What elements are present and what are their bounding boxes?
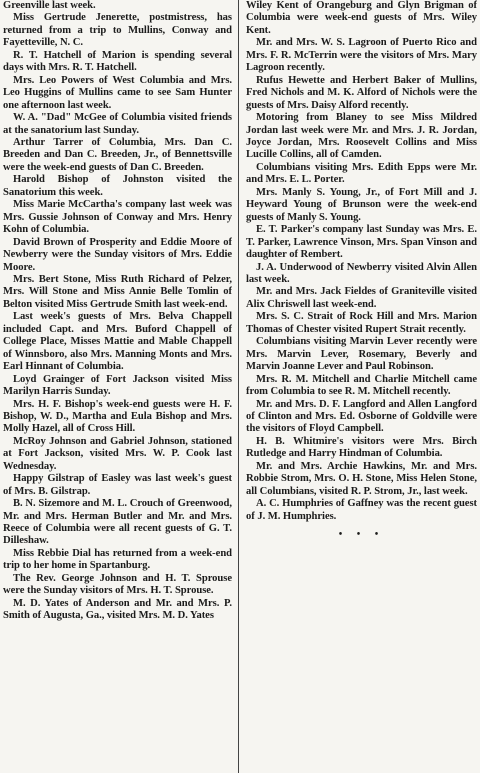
news-item: Greenville last week.: [3, 0, 96, 11]
news-item: David Brown of Prosperity and Eddie Moore of Newberry were the Sunday visitors of Mrs. Eddie Moore.: [3, 236, 232, 273]
news-item: Motoring from Blaney to see Miss Mildred Jordan last week were Mr. and Mrs. J. R. Jordan, Joyce Jordan, Mrs. Roosevelt Collins and Miss Lucille Collins, all of Camden.: [246, 112, 477, 161]
end-of-section-mark: • • •: [338, 529, 385, 541]
news-item: Mrs. Leo Powers of West Columbia and Mrs. Leo Huggins of Mullins came to see Sam Hunter one afternoon last week.: [3, 74, 232, 111]
news-item: W. A. "Dad" McGee of Columbia visited friends at the sanatorium last Sunday.: [3, 112, 232, 136]
news-item: Miss Rebbie Dial has returned from a week-end trip to her home in Spartanburg.: [3, 547, 232, 572]
news-item: Last week's guests of Mrs. Belva Chappell included Capt. and Mrs. Buford Chappell of College Place, Misses Mattie and Mable Chappell of Winnsboro, also Mrs. Manning Monts and Mrs. Earl Hinnant of Columbia.: [3, 311, 232, 373]
news-item: Loyd Grainger of Fort Jackson visited Miss Marilyn Harris Sunday.: [3, 373, 232, 398]
news-item: Columbians visiting Marvin Lever recently were Mrs. Marvin Lever, Rosemary, Beverly and Marvin Joanne Lever and Paul Robinson.: [246, 336, 477, 373]
news-item: Miss Marie McCartha's company last week was Mrs. Gussie Johnson of Conway and Mrs. Henry Kohn of Columbia.: [3, 199, 232, 236]
news-item: H. B. Whitmire's visitors were Mrs. Birch Rutledge and Harry Hindman of Columbia.: [246, 435, 477, 460]
news-item: Mrs. S. C. Strait of Rock Hill and Mrs. Marion Thomas of Chester visited Rupert Strait recently.: [246, 311, 477, 335]
news-item: Columbians visiting Mrs. Edith Epps were Mr. and Mrs. E. L. Porter.: [246, 161, 477, 186]
news-item: B. N. Sizemore and M. L. Crouch of Greenwood, Mr. and Mrs. Herman Butler and Mr. and Mrs. Reece of Columbia were all recent guests of G. T. Dilleshaw.: [3, 498, 232, 547]
news-item: Miss Gertrude Jenerette, postmistress, has returned from a trip to Mullins, Conway and Fayetteville, N. C.: [3, 12, 232, 49]
news-item: Happy Gilstrap of Easley was last week's guest of Mrs. B. Gilstrap.: [3, 473, 232, 497]
news-item: M. D. Yates of Anderson and Mr. and Mrs. P. Smith of Augusta, Ga., visited Mrs. M. D. Yates: [3, 597, 232, 622]
news-item: A. C. Humphries of Gaffney was the recent guest of J. M. Humphries.: [246, 498, 477, 522]
news-item: The Rev. George Johnson and H. T. Sprouse were the Sunday visitors of Mrs. H. T. Sprouse.: [3, 572, 232, 597]
news-item: E. T. Parker's company last Sunday was Mrs. E. T. Parker, Lawrence Vinson, Mrs. Span Vinson and daughter of Rembert.: [246, 224, 477, 261]
news-item: Rufus Hewette and Herbert Baker of Mullins, Fred Nichols and M. K. Alford of Nichols were the guests of Mrs. Daisy Alford recently.: [246, 74, 477, 111]
news-item: Arthur Tarrer of Columbia, Mrs. Dan C. Breeden and Dan C. Breeden, Jr., of Bennettsville were the week-end guests of Dan C. Breeden.: [3, 136, 232, 173]
left-column: [3, 0, 232, 773]
news-item: Mrs. Bert Stone, Miss Ruth Richard of Pelzer, Mrs. Will Stone and Miss Annie Belle Tomlin of Belton visited Miss Gertrude Smith last week-end.: [3, 273, 232, 310]
news-item: R. T. Hatchell of Marion is spending several days with Mrs. R. T. Hatchell.: [3, 49, 232, 74]
news-item: Wiley Kent of Orangeburg and Glyn Brigman of Columbia were week-end guests of Mrs. Wiley Kent.: [246, 0, 477, 36]
news-item: J. A. Underwood of Newberry visited Alvin Allen last week.: [246, 261, 477, 285]
news-item: Mrs. Manly S. Young, Jr., of Fort Mill and J. Heyward Young of Brunson were the week-end guests of Manly S. Young.: [246, 186, 477, 223]
right-column: [246, 0, 477, 773]
column-divider: [238, 0, 239, 773]
news-item: McRoy Johnson and Gabriel Johnson, stationed at Fort Jackson, visited Mrs. W. P. Cook last Wednesday.: [3, 435, 232, 472]
news-item: Mr. and Mrs. D. F. Langford and Allen Langford of Clinton and Mrs. Ed. Osborne of Goldville were the visitors of Floyd Campbell.: [246, 398, 477, 435]
news-item: Mr. and Mrs. Jack Fieldes of Graniteville visited Alix Chriswell last week-end.: [246, 286, 477, 310]
news-item: Mrs. R. M. Mitchell and Charlie Mitchell came from Columbia to see R. M. Mitchell recently.: [246, 373, 477, 398]
news-item: Mr. and Mrs. Archie Hawkins, Mr. and Mrs. Robbie Strom, Mrs. O. H. Stone, Miss Helen Stone, all Columbians, visited R. P. Strom, Jr., last week.: [246, 460, 477, 497]
news-item: Mrs. H. F. Bishop's week-end guests were H. F. Bishop, W. D., Martha and Eula Bishop and Mrs. Molly Hazel, all of Cross Hill.: [3, 398, 232, 435]
news-item: Mr. and Mrs. W. S. Lagroon of Puerto Rico and Mrs. F. R. McTerrin were the visitors of Mrs. Mary Lagroon recently.: [246, 37, 477, 74]
news-item: Harold Bishop of Johnston visited the Sanatorium this week.: [3, 174, 232, 198]
